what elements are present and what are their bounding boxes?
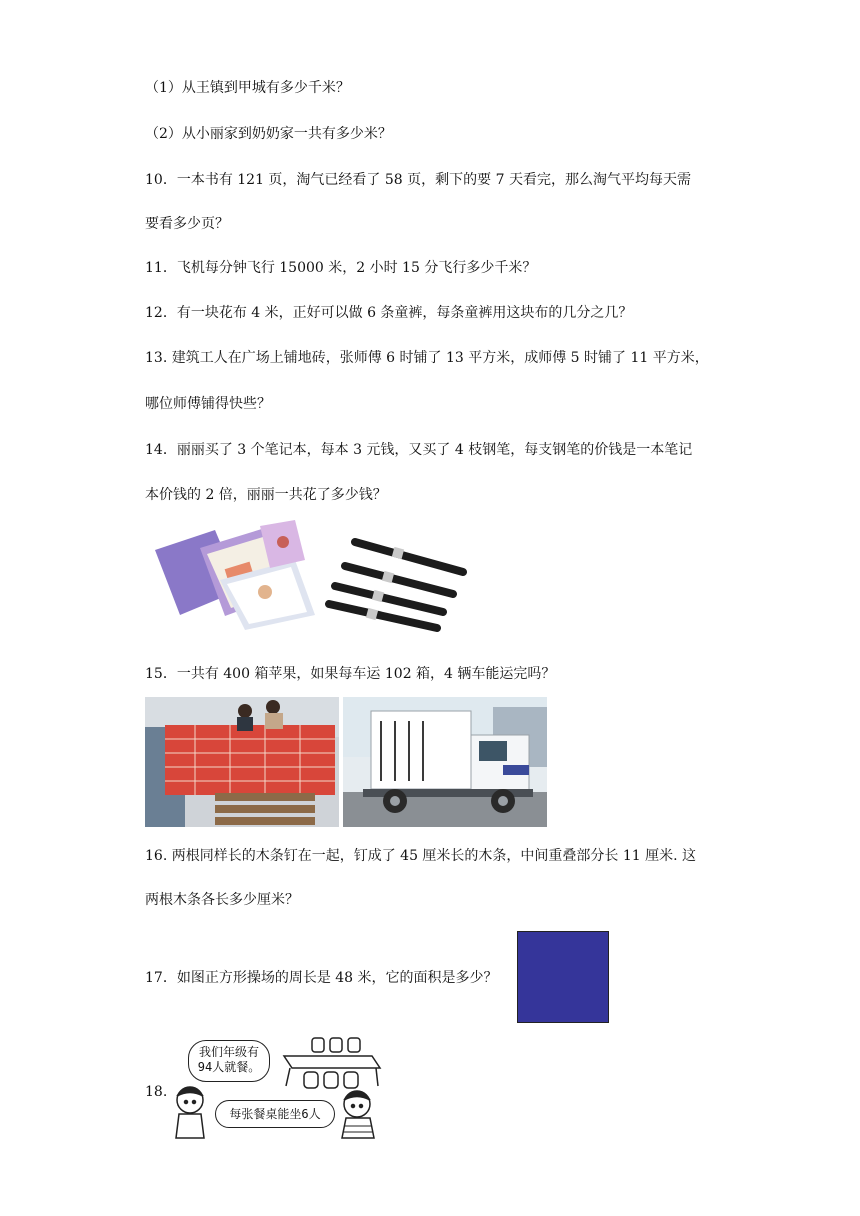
q16-line2: 两根木条各长多少厘米？	[145, 892, 299, 908]
speech-bubble-bottom	[215, 1100, 335, 1128]
q11: 11．飞机每分钟飞行 15000 米，2 小时 15 分飞行多少千米？	[145, 260, 537, 276]
bubble-bottom-text: 每张餐桌能坐6人	[229, 1107, 321, 1121]
q9-sub1: （1）从王镇到甲城有多少千米？	[145, 80, 350, 96]
q12: 12．有一块花布 4 米，正好可以做 6 条童裤，每条童裤用这块布的几分之几？	[145, 305, 633, 321]
q10-line1: 10．一本书有 121 页，淘气已经看了 58 页，剩下的要 7 天看完，那么淘气平均每天需	[145, 172, 691, 188]
q9-sub2: （2）从小丽家到奶奶家一共有多少米？	[145, 126, 392, 142]
q14-line2: 本价钱的 2 倍，丽丽一共花了多少钱？	[145, 487, 387, 503]
q18-label: 18.	[145, 1084, 168, 1100]
apple-boxes-image	[145, 697, 339, 827]
q13-line1: 13. 建筑工人在广场上铺地砖，张师傅 6 时铺了 13 平方米，成师傅 5 时铺了 11 平方米，	[145, 350, 709, 366]
q10-line2: 要看多少页？	[145, 216, 229, 232]
notebook-icon	[155, 520, 315, 630]
q15: 15．一共有 400 箱苹果，如果每车运 102 箱，4 辆车能运完吗？	[145, 666, 556, 682]
q14-line1: 14．丽丽买了 3 个笔记本，每本 3 元钱，又买了 4 枝钢笔，每支钢笔的价钱是一本笔记	[145, 442, 693, 458]
boy-left-icon	[176, 1087, 204, 1138]
pen-icon	[329, 542, 463, 628]
truck-image	[343, 697, 547, 827]
q17: 17．如图正方形操场的周长是 48 米，它的面积是多少？	[145, 970, 498, 986]
q16-line1: 16. 两根同样长的木条钉在一起，钉成了 45 厘米长的木条，中间重叠部分长 11 厘米. 这	[145, 848, 697, 864]
dining-table-icon	[284, 1038, 380, 1088]
square-playground-figure	[517, 931, 609, 1023]
notebooks-pens-image	[145, 520, 470, 632]
speech-bubble-top	[188, 1040, 270, 1082]
boy-right-icon	[342, 1091, 374, 1138]
q13-line2: 哪位师傅铺得快些？	[145, 396, 271, 412]
bubble-top-line2: 94人就餐。	[197, 1060, 261, 1074]
bubble-top-line1: 我们年级有	[198, 1045, 259, 1059]
